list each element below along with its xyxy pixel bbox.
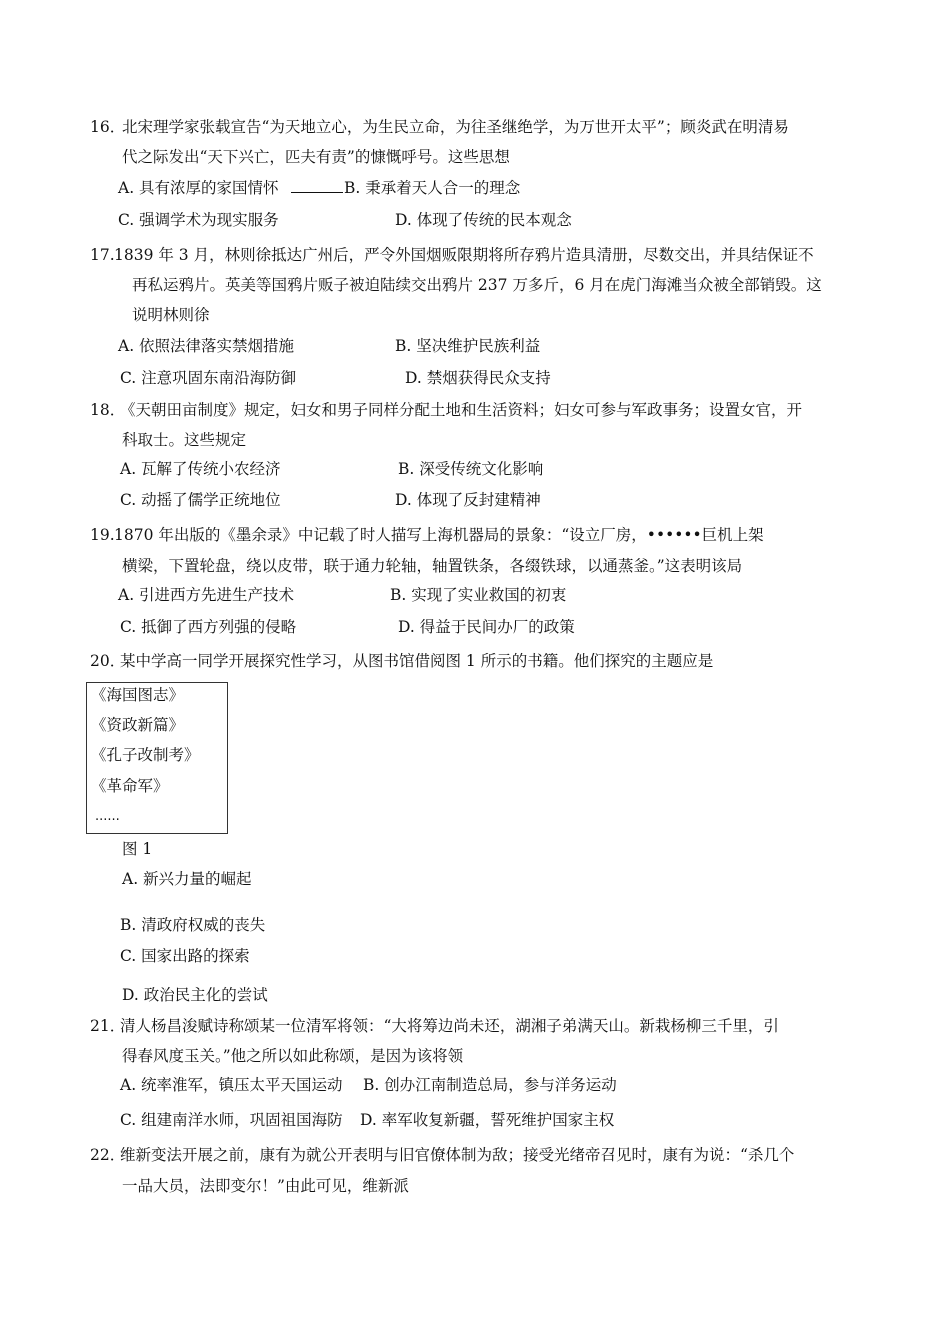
question-number: 17. (90, 246, 115, 264)
option-d: D. 禁烟获得民众支持 (405, 369, 551, 387)
question-text-line: 维新变法开展之前，康有为就公开表明与旧官僚体制为敌；接受光绪帝召见时，康有为说：“杀几个 (120, 1146, 795, 1164)
option-b: B. 坚决维护民族利益 (395, 337, 541, 355)
question-number: 18． (90, 401, 126, 419)
option-a: A. 统率淮军，镇压太平天国运动 (120, 1076, 343, 1094)
option-d: D. 率军收复新疆，誓死维护国家主权 (360, 1111, 615, 1129)
option-b: B. 实现了实业救国的初衷 (390, 586, 567, 604)
question-text-line: 《天朝田亩制度》规定，妇女和男子同样分配土地和生活资料；妇女可参与军政事务；设置女官，开 (120, 401, 803, 419)
option-c: C. 强调学术为现实服务 (118, 211, 279, 229)
question-text-line: 清人杨昌浚赋诗称颂某一位清军将领：“大将筹边尚未还，湖湘子弟满天山。新栽杨柳三千里，引 (120, 1017, 779, 1035)
question-number: 21． (90, 1017, 126, 1035)
option-c: C. 抵御了西方列强的侵略 (120, 618, 297, 636)
question-text-line: 说明林则徐 (132, 306, 210, 324)
ellipsis: ...... (95, 809, 120, 824)
figure-caption: 图 1 (122, 840, 153, 858)
question-text-line: 科取士。这些规定 (122, 431, 247, 449)
question-text-line: 得春风度玉关。”他之所以如此称颂，是因为该将领 (122, 1047, 464, 1065)
question-text-line: 代之际发出“天下兴亡，匹夫有责”的慷慨呼号。这些思想 (122, 148, 510, 166)
question-text-line: 一品大员，法即变尔！”由此可见，维新派 (122, 1177, 409, 1195)
question-text-line: 1870 年出版的《墨余录》中记载了时人描写上海机器局的景象：“设立厂房，••••••巨机上架 (114, 526, 764, 544)
question-text-line: 某中学高一同学开展探究性学习，从图书馆借阅图 1 所示的书籍。他们探究的主题应是 (120, 652, 714, 670)
book-title: 《革命军》 (91, 777, 169, 795)
question-number: 20． (90, 652, 126, 670)
book-title: 《资政新篇》 (91, 716, 185, 734)
option-d: D. 体现了传统的民本观念 (395, 211, 572, 229)
figure-1-book-list (86, 682, 228, 834)
option-a: A. 新兴力量的崛起 (122, 870, 252, 888)
option-b: B. 秉承着天人合一的理念 (344, 179, 521, 197)
book-title: 《孔子改制考》 (91, 746, 200, 764)
option-b: B. 创办江南制造总局，参与洋务运动 (363, 1076, 617, 1094)
option-a: A. 具有浓厚的家国情怀 (118, 179, 279, 197)
option-b: B. 深受传统文化影响 (398, 460, 544, 478)
option-d: D. 体现了反封建精神 (395, 491, 541, 509)
option-c: C. 注意巩固东南沿海防御 (120, 369, 297, 387)
option-c: C. 组建南洋水师，巩固祖国海防 (120, 1111, 343, 1129)
question-number: 19. (90, 526, 115, 544)
question-text-line: 1839 年 3 月，林则徐抵达广州后，严令外国烟贩限期将所存鸦片造具清册，尽数交出，并具结保证不 (114, 246, 814, 264)
question-text-line: 北宋理学家张载宣告“为天地立心，为生民立命，为往圣继绝学，为万世开太平”；顾炎武在明清易 (122, 118, 789, 136)
question-number: 16． (90, 118, 126, 136)
book-title: 《海国图志》 (91, 686, 185, 704)
option-a: A. 依照法律落实禁烟措施 (118, 337, 295, 355)
question-number: 22． (90, 1146, 126, 1164)
option-d: D. 得益于民间办厂的政策 (398, 618, 575, 636)
option-b: B. 清政府权威的丧失 (120, 916, 266, 934)
option-c: C. 动摇了儒学正统地位 (120, 491, 281, 509)
question-text-line: 再私运鸦片。英美等国鸦片贩子被迫陆续交出鸦片 237 万多斤，6 月在虎门海滩当众被全部销毁。这 (132, 276, 822, 294)
option-d: D. 政治民主化的尝试 (122, 986, 268, 1004)
answer-blank (291, 178, 343, 198)
option-a: A. 引进西方先进生产技术 (118, 586, 295, 604)
question-text-line: 横梁，下置轮盘，绕以皮带，联于通力轮轴，轴置铁条，各缀铁球，以通蒸釜。”这表明该局 (122, 557, 743, 575)
option-a: A. 瓦解了传统小农经济 (120, 460, 281, 478)
option-c: C. 国家出路的探索 (120, 947, 250, 965)
